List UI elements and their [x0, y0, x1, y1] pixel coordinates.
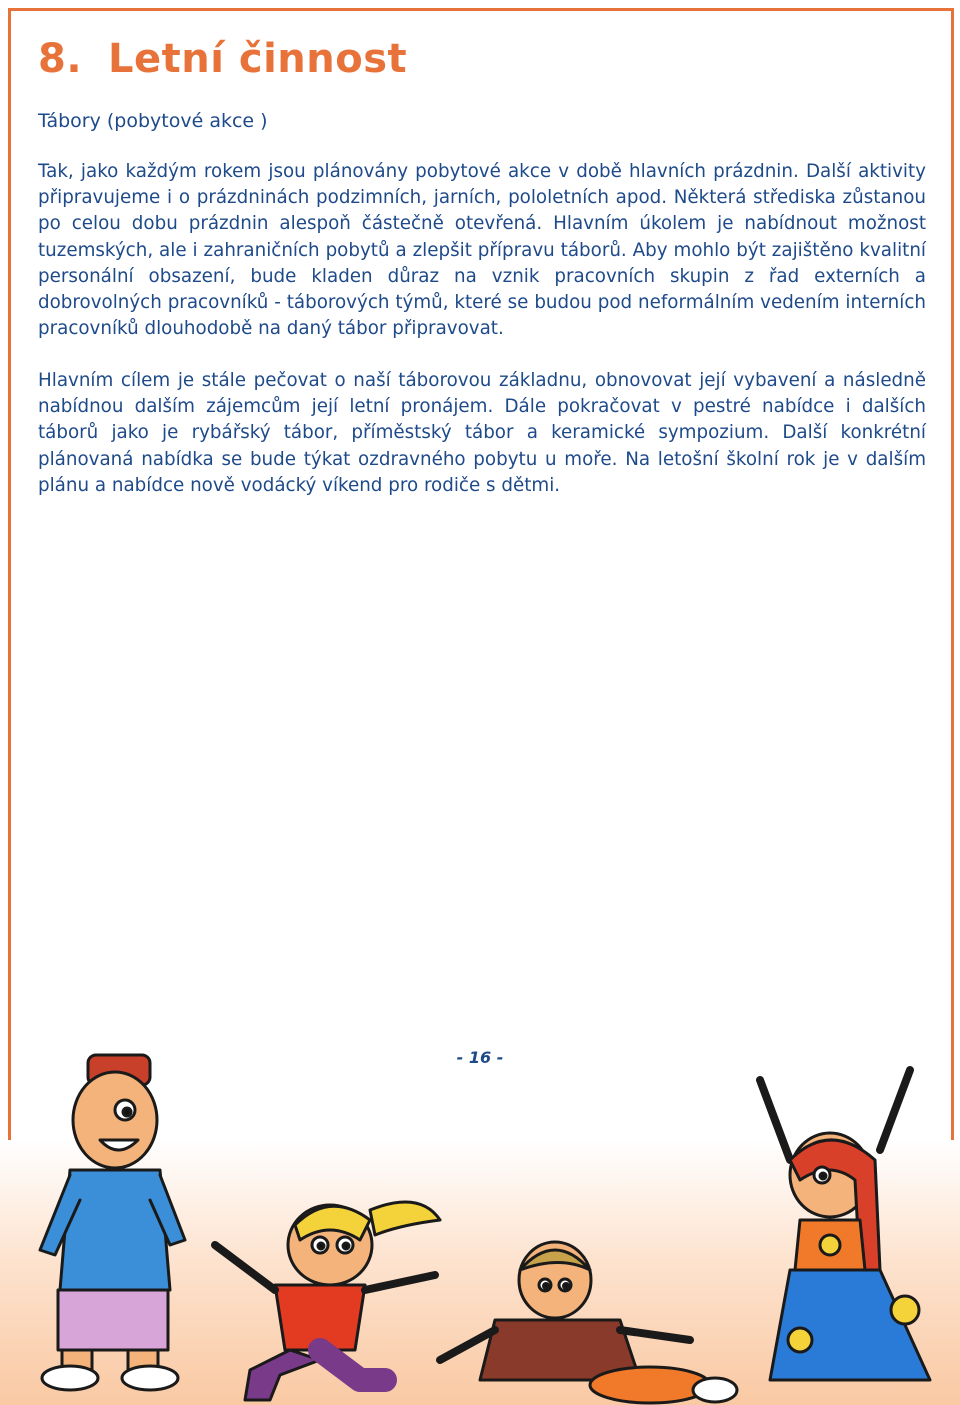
- section-subtitle: Tábory (pobytové akce ): [38, 110, 268, 132]
- kid-girl-arms-up: [760, 1070, 930, 1380]
- kid-girl-ponytail: [215, 1202, 440, 1400]
- children-cartoon-illustration: [0, 1040, 960, 1405]
- page-number: - 16 -: [456, 1048, 504, 1067]
- kid-sitting: [440, 1242, 737, 1403]
- chapter-heading: [38, 36, 407, 82]
- chapter-title: Letní činnost: [108, 36, 408, 82]
- paragraph-2: Hlavním cílem je stále pečovat o naší táborovou základnu, obnovovat její vybavení a následně nabídnou dalším zájemcům její letní pronájem. Dále pokračovat v pestré nabídce i dalších táborů jako je rybářský tábor, příměstský tábor a keramické sympozium. Další konkrétní plánovaná nabídka se bude týkat ozdravného pobytu u moře. Na letošní školní rok je v dalším plánu a nabídce nově vodácký víkend pro rodiče s dětmi.: [38, 370, 926, 496]
- paragraph-1: Tak, jako každým rokem jsou plánovány pobytové akce v době hlavních prázdnin. Další aktivity připravujeme i o prázdninách podzimních, jarních, pololetních apod. Některá střediska zůstanou po celou dobu prázdnin alespoň částečně otevřená. Hlavním úkolem je nabídnout možnost tuzemských, ale i zahraničních pobytů a zlepšit přípravu táborů. Aby mohlo být zajištěno kvalitní personální obsazení, bude kladen důraz na vznik pracovních skupin z řad externích a dobrovolných pracovníků - táborových týmů, které se budou pod neformálním vedením interních pracovníků dlouhodobě na daný tábor připravovat.: [38, 161, 926, 340]
- kid-boy-left: [40, 1055, 185, 1390]
- chapter-number: 8.: [38, 36, 83, 82]
